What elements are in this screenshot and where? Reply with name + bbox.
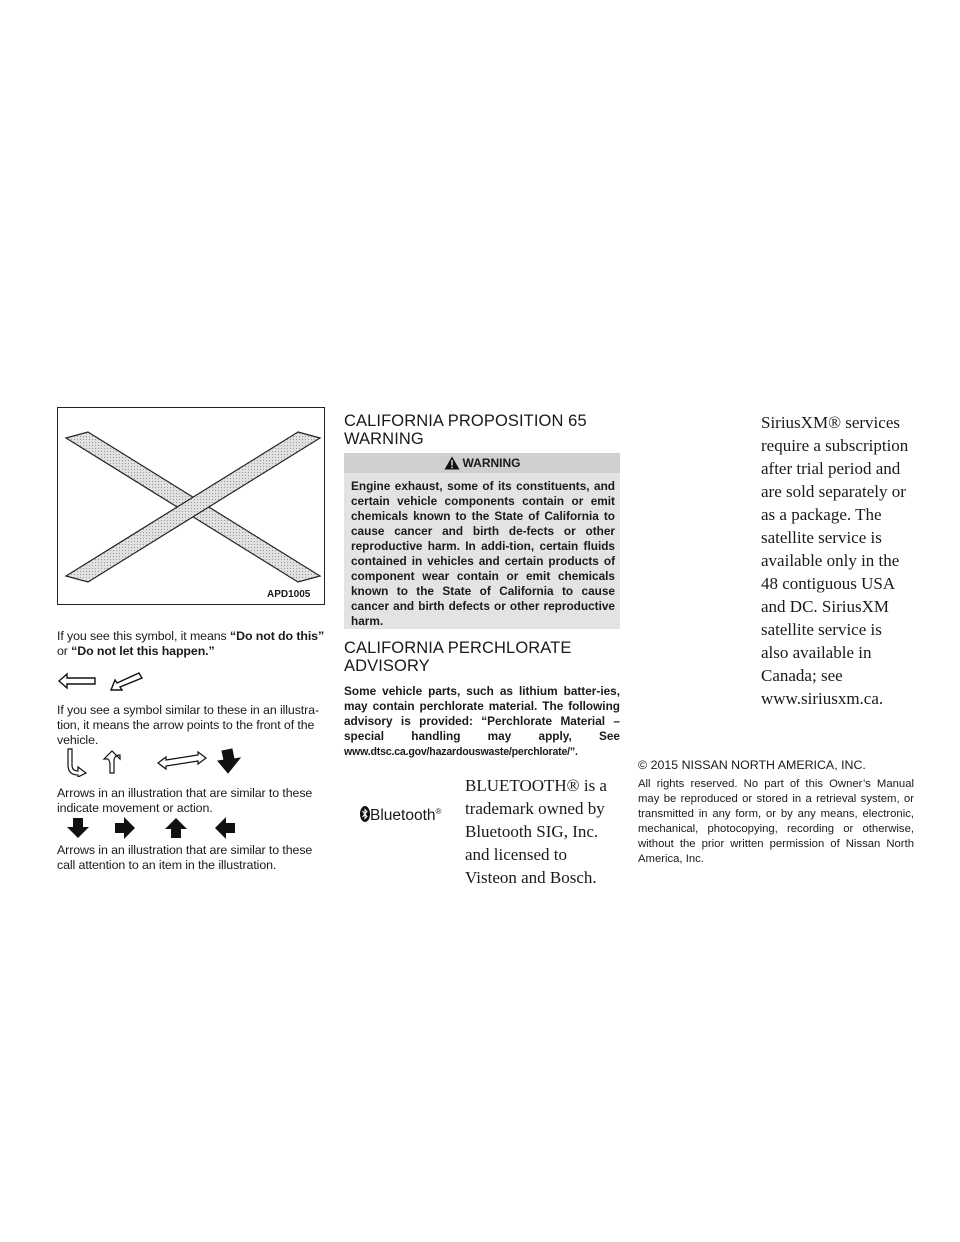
- do-not-x-icon: [58, 408, 326, 606]
- movement-arrows-row: [66, 747, 246, 777]
- bluetooth-reg-mark: ®: [435, 806, 442, 816]
- warning-triangle-icon: [444, 456, 460, 470]
- movement-arrow-icon: [218, 749, 240, 773]
- bluetooth-logo-text: Bluetooth: [370, 807, 436, 824]
- movement-arrow-icon: [68, 749, 86, 777]
- bluetooth-logo: [360, 806, 441, 825]
- copyright-line: © 2015 NISSAN NORTH AMERICA, INC.: [638, 758, 866, 772]
- p1-bold-do-not-let: “Do not let this happen.”: [71, 644, 215, 658]
- prop65-warning-box: [344, 453, 620, 629]
- siriusxm-text: SiriusXM® services require a subscription after trial period and are sold separately or as a package. The satellite service is available only in the 48 contiguous USA and DC. SiriusXM satellite service is also available in Canada; see www.siriusxm.ca.: [761, 413, 909, 708]
- attention-arrows-row: [67, 817, 247, 839]
- movement-arrow-paragraph: Arrows in an illustration that are similar to these indicate movement or action.: [57, 786, 313, 815]
- attention-arrow-icon: [165, 818, 187, 838]
- do-not-symbol-figure: [57, 407, 325, 605]
- perchlorate-text: Some vehicle parts, such as lithium batter-ies, may contain perchlorate material. The following advisory is provided: “Perchlorate Material – special handling may apply, See: [344, 684, 620, 743]
- front-arrows-row: [57, 672, 157, 694]
- attention-arrow-paragraph: Arrows in an illustration that are similar to these call attention to an item in the illustration.: [57, 843, 313, 872]
- movement-arrow-icon: [158, 752, 206, 769]
- warning-header: [344, 453, 620, 473]
- movement-arrow-icon: [104, 751, 120, 773]
- perchlorate-heading: CALIFORNIA PERCHLORATE ADVISORY: [344, 639, 572, 675]
- bluetooth-rune-icon: [360, 806, 370, 822]
- warning-text: Engine exhaust, some of its constituents, and certain vehicle components contain or emit chemicals known to the State of California to cause cancer and birth de-fects or other reproductive harm. In addi-tion, certain fluids contained in vehicles and certain products of component wear contain or emit chemicals known to the State of California to cause cancer and birth defects or other reproductive harm.: [351, 479, 615, 628]
- do-not-paragraph: [57, 629, 332, 659]
- front-arrow-paragraph: If you see a symbol similar to these in an illustra- tion, it means the arrow points to the front of the vehicle.: [57, 703, 319, 747]
- rights-paragraph: All rights reserved. No part of this Owner’s Manual may be reproduced or stored in a retrieval system, or transmitted in any form, or by any means, electronic, mechanical, photocopying, recording or otherwise, without the prior written permission of Nissan North America, Inc.: [638, 778, 914, 865]
- warning-label: WARNING: [462, 456, 521, 470]
- figure-code: APD1005: [267, 589, 311, 600]
- p1-text: If you see this symbol, it means: [57, 629, 230, 643]
- bluetooth-trademark-text: BLUETOOTH® is a trademark owned by Bluetooth SIG, Inc. and licensed to Visteon and Bosch.: [465, 776, 607, 887]
- front-direction-arrow-icon: [111, 673, 142, 690]
- p1-or: or: [57, 644, 72, 658]
- attention-arrow-icon: [115, 817, 135, 839]
- prop65-heading: CALIFORNIA PROPOSITION 65 WARNING: [344, 412, 587, 448]
- perchlorate-url: www.dtsc.ca.gov/hazardouswaste/perchlorate/”.: [344, 746, 578, 758]
- attention-arrow-icon: [215, 817, 235, 839]
- perchlorate-advisory: [344, 684, 620, 760]
- p1-bold-do-not: “Do not do this”: [230, 629, 325, 643]
- front-direction-arrow-icon: [59, 674, 95, 688]
- attention-arrow-icon: [67, 818, 89, 838]
